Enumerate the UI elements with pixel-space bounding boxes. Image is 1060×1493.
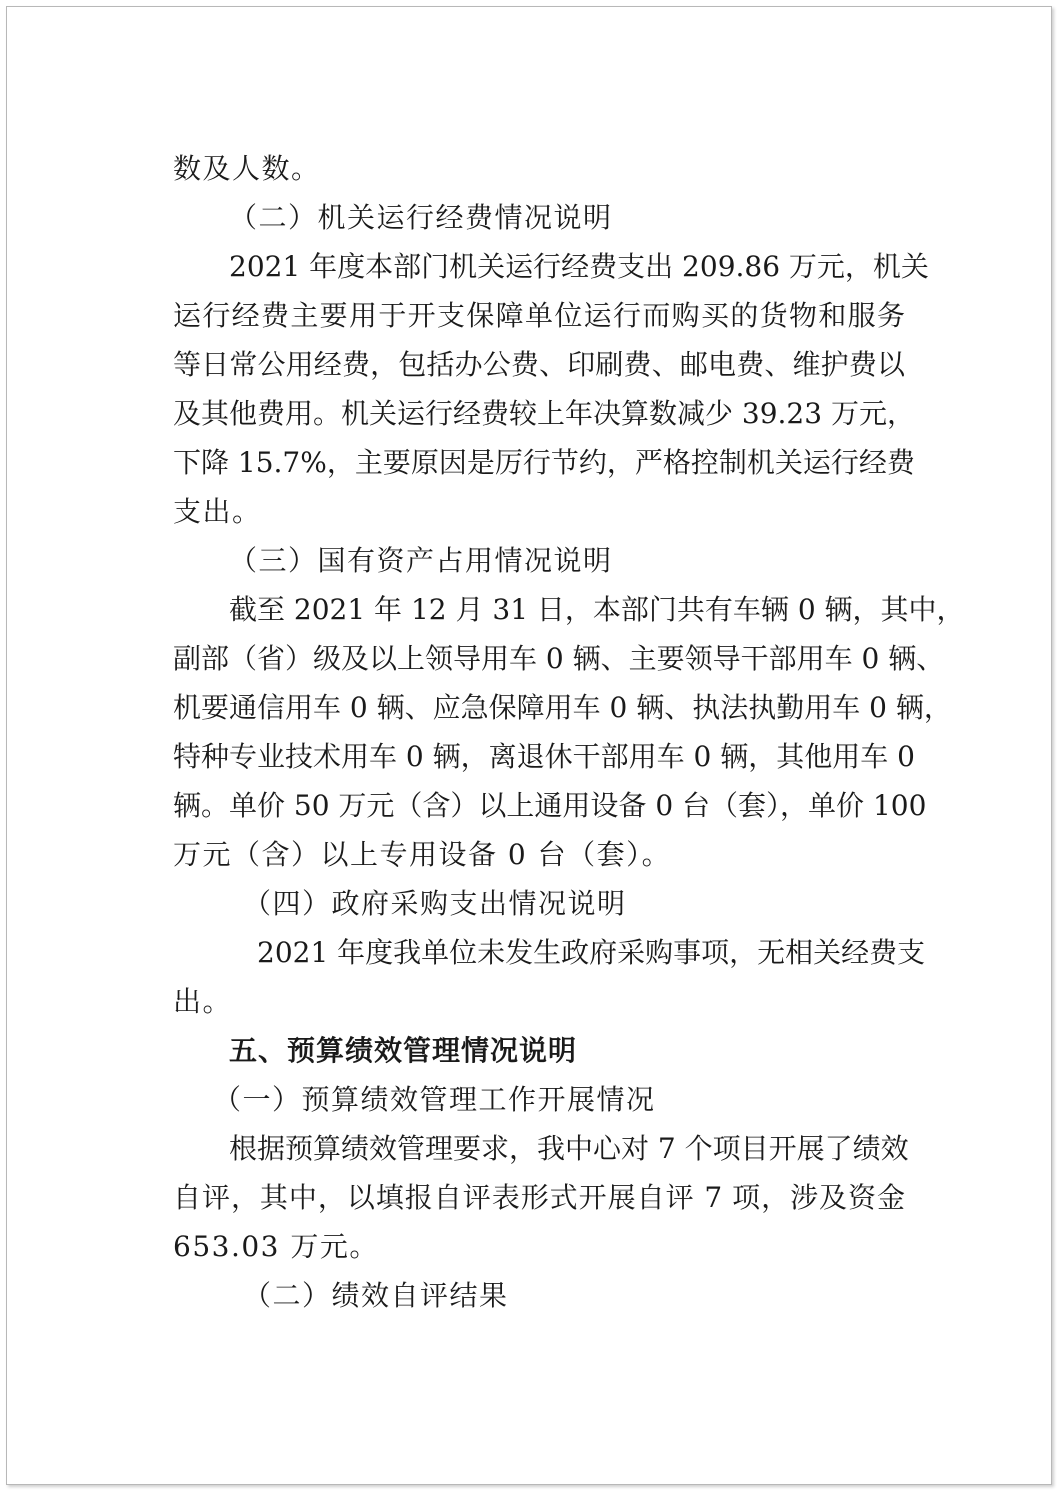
paragraph-line: 辆。单价 50 万元（含）以上通用设备 0 台（套），单价 100 xyxy=(173,789,927,822)
paragraph-line: 支出。 xyxy=(173,495,262,528)
document-page xyxy=(6,6,1052,1485)
section-heading-self-evaluation: （二）绩效自评结果 xyxy=(243,1279,509,1312)
paragraph-line: 万元（含）以上专用设备 0 台（套）。 xyxy=(173,838,672,871)
paragraph-line: 2021 年度我单位未发生政府采购事项，无相关经费支 xyxy=(257,936,926,969)
section-heading-state-assets: （三）国有资产占用情况说明 xyxy=(229,544,613,577)
paragraph-line: 运行经费主要用于开支保障单位运行而购买的货物和服务 xyxy=(173,299,905,332)
document-body xyxy=(173,144,965,1320)
paragraph-line: 653.03 万元。 xyxy=(173,1230,379,1263)
paragraph-line: 下降 15.7%，主要原因是厉行节约，严格控制机关运行经费 xyxy=(173,446,915,479)
paragraph-line: 根据预算绩效管理要求，我中心对 7 个项目开展了绩效 xyxy=(229,1132,909,1165)
chapter-heading-performance: 五、预算绩效管理情况说明 xyxy=(229,1034,578,1067)
paragraph-line: 自评，其中，以填报自评表形式开展自评 7 项，涉及资金 xyxy=(173,1181,905,1214)
section-heading-operating-costs: （二）机关运行经费情况说明 xyxy=(229,201,613,234)
paragraph-line: 截至 2021 年 12 月 31 日，本部门共有车辆 0 辆，其中， xyxy=(229,593,965,626)
paragraph-line: 及其他费用。机关运行经费较上年决算数减少 39.23 万元， xyxy=(173,397,915,430)
paragraph-line: 数及人数。 xyxy=(173,152,321,185)
section-heading-procurement: （四）政府采购支出情况说明 xyxy=(243,887,627,920)
section-heading-performance-work: （一）预算绩效管理工作开展情况 xyxy=(213,1083,656,1116)
paragraph-line: 出。 xyxy=(173,985,233,1018)
paragraph-line: 2021 年度本部门机关运行经费支出 209.86 万元，机关 xyxy=(229,250,929,283)
paragraph-line: 机要通信用车 0 辆、应急保障用车 0 辆、执法执勤用车 0 辆， xyxy=(173,691,952,724)
paragraph-line: 等日常公用经费，包括办公费、印刷费、邮电费、维护费以 xyxy=(173,348,905,381)
paragraph-line: 特种专业技术用车 0 辆，离退休干部用车 0 辆，其他用车 0 xyxy=(173,740,915,773)
paragraph-line: 副部（省）级及以上领导用车 0 辆、主要领导干部用车 0 辆、 xyxy=(173,642,945,675)
